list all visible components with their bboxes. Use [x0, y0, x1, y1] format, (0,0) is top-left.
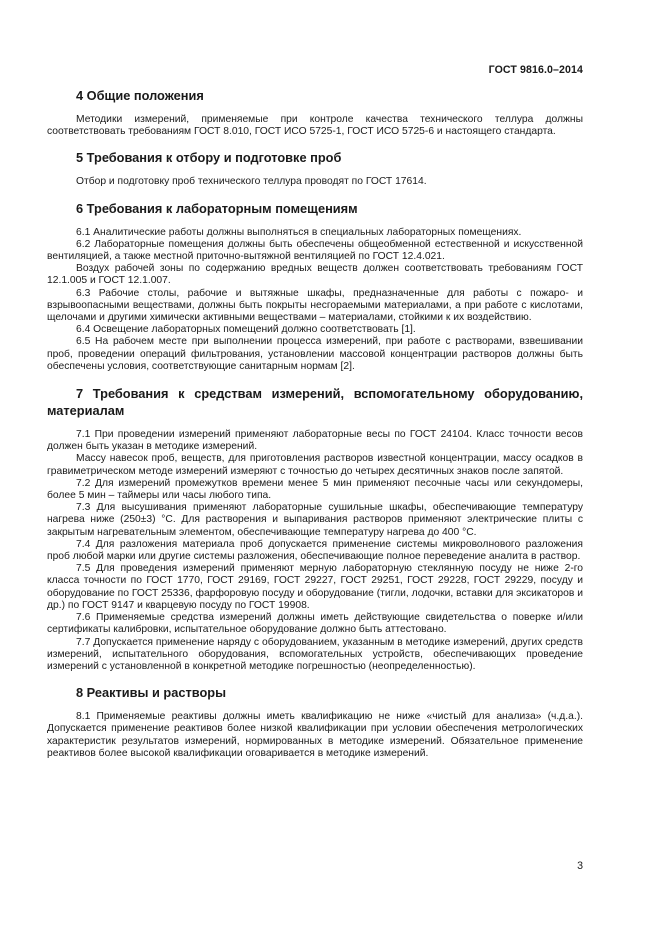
- document-code: ГОСТ 9816.0–2014: [488, 64, 583, 76]
- paragraph: 7.1 При проведении измерений применяют лабораторные весы по ГОСТ 24104. Класс точности весов должен быть указан в методике измерений.: [47, 429, 583, 453]
- paragraph: Методики измерений, применяемые при контроле качества технического теллура должны соответствовать требованиям ГОСТ 8.010, ГОСТ ИСО 5725-1, ГОСТ ИСО 5725-6 и настоящего стандарта.: [47, 114, 583, 138]
- paragraph: Воздух рабочей зоны по содержанию вредных веществ должен соответствовать требованиям ГОСТ 12.1.005 и ГОСТ 12.1.007.: [47, 263, 583, 287]
- paragraph: 7.2 Для измерений промежутков времени менее 5 мин применяют песочные часы или секундомеры, более 5 мин – таймеры или часы любого типа.: [47, 477, 583, 502]
- page-number: 3: [577, 860, 583, 872]
- paragraph: 6.5 На рабочем месте при выполнении процесса измерений, при работе с растворами, взвешивании проб, проведении операций фильтрования, установлении массовой концентрации растворов должны быть обеспечены условия, соответствующие санитарным нормам [2].: [47, 336, 583, 372]
- paragraph: 7.5 Для проведения измерений применяют мерную лабораторную стеклянную посуду не ниже 2-го класса точности по ГОСТ 1770, ГОСТ 29169, ГОСТ 29227, ГОСТ 29251, ГОСТ 29228, ГОСТ 29229, посуду и оборудование по ГОСТ 25336, фарфоровую посуду и оборудование (тигли, лодочки, вставки для эксикаторов и др.) по ГОСТ 9147 и кварцевую посуду по ГОСТ 19908.: [47, 563, 583, 611]
- paragraph: 7.6 Применяемые средства измерений должны иметь действующие свидетельства о поверке и/или сертификаты калибровки, испытательное оборудование должно быть аттестовано.: [47, 612, 583, 636]
- document-body: [47, 88, 583, 760]
- paragraph: 7.4 Для разложения материала проб допускается применение системы микроволнового разложения проб любой марки или другие системы разложения, обеспечивающие полное переведение аналита в раствор.: [47, 538, 583, 563]
- paragraph: Массу навесок проб, веществ, для приготовления растворов известной концентрации, массу осадков в гравиметрическом методе измерений измеряют с точностью до четырех десятичных знаков после запятой.: [47, 453, 583, 477]
- paragraph: Отбор и подготовку проб технического теллура проводят по ГОСТ 17614.: [76, 176, 427, 188]
- paragraph: 6.4 Освещение лабораторных помещений должно соответствовать [1].: [76, 324, 416, 336]
- section-6-title: 6 Требования к лабораторным помещениям: [76, 200, 358, 216]
- paragraph: 8.1 Применяемые реактивы должны иметь квалификацию не ниже «чистый для анализа» (ч.д.а.). Допускается применение реактивов более низкой квалификации при условии обеспечения метрологических характеристик результатов измерений, нормированных в методике измерений. Обязательное применение реактивов более высокой квалификации оговаривается в методике измерений.: [47, 711, 583, 759]
- paragraph: 6.3 Рабочие столы, рабочие и вытяжные шкафы, предназначенные для работы с пожаро- и взрывоопасными веществами, должны быть покрыты несгораемыми материалами, а при работе с кислотами, щелочами и другими химически активными веществами – материалами, стойкими к их воздействию.: [47, 287, 583, 324]
- paragraph: 6.1 Аналитические работы должны выполняться в специальных лабораторных помещениях.: [76, 226, 522, 238]
- section-4-title: 4 Общие положения: [76, 88, 204, 103]
- section-8-title: 8 Реактивы и растворы: [76, 685, 227, 701]
- section-7-title: 7 Требования к средствам измерений, вспомогательному оборудованию, материалам: [47, 386, 583, 419]
- paragraph: 6.2 Лабораторные помещения должны быть обеспечены общеобменной естественной и искусственной вентиляцией, а также местной приточно-вытяжной вентиляцией по ГОСТ 12.4.021.: [47, 238, 583, 263]
- paragraph: 7.3 Для высушивания применяют лабораторные сушильные шкафы, обеспечивающие температуру нагрева ниже (250±3) °С. Для растворения и выпаривания растворов применяют электрические плиты с закрытым нагревательным элементом, обеспечивающие температуру нагрева до 400 °С.: [47, 502, 583, 538]
- paragraph: 7.7 Допускается применение наряду с оборудованием, указанным в методике измерений, других средств измерений, испытательного оборудования, вспомогательных устройств, обеспечивающих проведение измерений с установленной в конкретной методике погрешностью (неопределенностью).: [47, 636, 583, 672]
- section-5-title: 5 Требования к отбору и подготовке проб: [76, 150, 342, 166]
